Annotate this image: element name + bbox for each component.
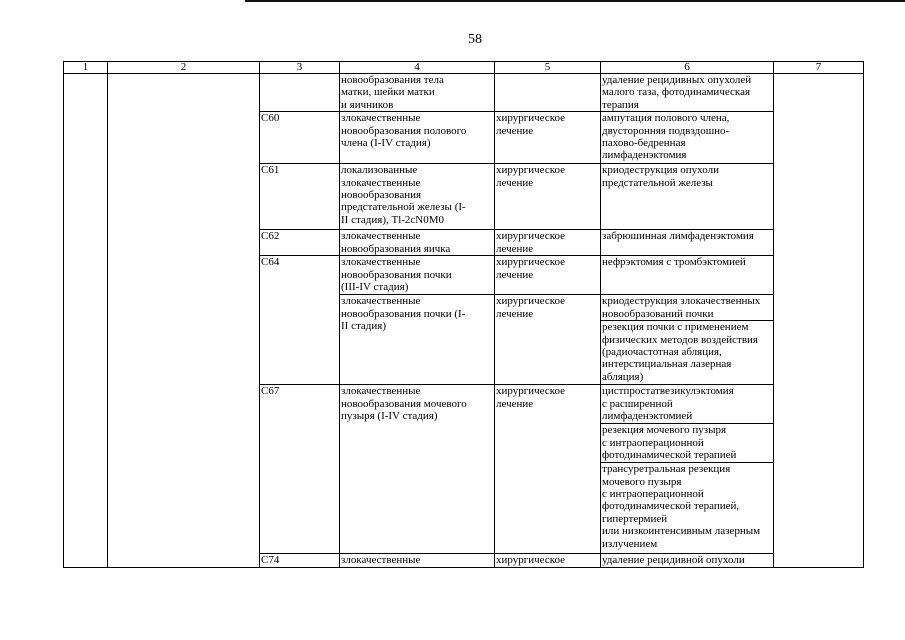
diagnosis-text: злокачественные новообразования полового члена (I-IV стадия): [341, 112, 467, 150]
method-text: удаление рецидивных опухолей малого таза, фотодинамическая терапия: [602, 74, 752, 111]
method-cell: [601, 164, 774, 230]
method-text: удаление рецидивной опухоли: [602, 554, 745, 567]
code-cell: C74: [260, 554, 340, 567]
method-cell: [601, 295, 774, 321]
code-cell: C64: [260, 256, 340, 385]
treatment-text: хирургическое: [496, 554, 566, 567]
col1-cell: [64, 74, 108, 568]
diagnosis-cell: [340, 256, 495, 295]
diagnosis-text: злокачественные: [341, 554, 421, 567]
treatment-text: хирургическое лечение: [496, 256, 566, 281]
method-text: резекция почки с применением физических методов воздействия (радиочастотная абляция, интерстициальная лазерная абляция): [602, 321, 758, 383]
header-cell-3: 3: [260, 62, 340, 74]
diagnosis-cell: [340, 164, 495, 230]
diagnosis-text: злокачественные новообразования почки (III-IV стадия): [341, 256, 452, 294]
diagnosis-cell: [340, 74, 495, 112]
diagnosis-text: злокачественные новообразования мочевого пузыря (I-IV стадия): [341, 385, 467, 423]
method-cell: [601, 424, 774, 463]
treatment-cell: [495, 164, 601, 230]
method-cell: [601, 112, 774, 164]
header-cell-1: 1: [64, 62, 108, 74]
method-cell: [601, 463, 774, 554]
treatment-text: хирургическое лечение: [496, 230, 566, 255]
diagnosis-cell: [340, 554, 495, 567]
diagnosis-text: новообразования тела матки, шейки матки и яичников: [341, 74, 444, 111]
method-text: трансуретральная резекция мочевого пузыря с интраоперационной фотодинамической терапией, гипертермией или низкоинтенсивным лазерным излучением: [602, 463, 761, 550]
treatment-cell: [495, 385, 601, 554]
treatment-text: хирургическое лечение: [496, 112, 566, 137]
method-text: резекция мочевого пузыря с интраоперационной фотодинамической терапией: [602, 424, 737, 462]
treatment-text: хирургическое лечение: [496, 295, 566, 320]
method-cell: [601, 230, 774, 256]
header-cell-4: 4: [340, 62, 495, 74]
diagnosis-cell: [340, 230, 495, 256]
code-cell: C60: [260, 112, 340, 164]
diagnosis-text: злокачественные новообразования яичка: [341, 230, 451, 255]
method-text: нефрэктомия с тромбэктомией: [602, 256, 746, 269]
code-cell: C61: [260, 164, 340, 230]
treatment-text: хирургическое лечение: [496, 164, 566, 189]
treatment-cell: [495, 74, 601, 112]
method-cell: [601, 385, 774, 424]
method-cell: [601, 74, 774, 112]
treatment-text: хирургическое лечение: [496, 385, 566, 410]
table-row: [64, 74, 864, 112]
col7-cell: [774, 74, 864, 568]
method-cell: [601, 256, 774, 295]
code-cell: C62: [260, 230, 340, 256]
diagnosis-text: злокачественные новообразования почки (I- II стадия): [341, 295, 466, 333]
method-cell: [601, 321, 774, 385]
diagnosis-cell: [340, 112, 495, 164]
header-row: [64, 62, 864, 74]
treatment-cell: [495, 112, 601, 164]
page-number: 58: [468, 32, 482, 47]
treatment-cell: [495, 554, 601, 567]
method-cell: [601, 554, 774, 567]
header-cell-6: 6: [601, 62, 774, 74]
method-text: криодеструкция опухоли предстательной железы: [602, 164, 719, 189]
top-border-line: [245, 0, 905, 2]
method-text: криодеструкция злокачественных новообразований почки: [602, 295, 761, 320]
diagnosis-text: локализованные злокачественные новообразования предстательной железы (I- II стадия), Tl-2cN0M0: [341, 164, 466, 226]
method-text: ампутация полового члена, двусторонняя подвздошно- пахово-бедренная лимфаденэктомия: [602, 112, 730, 162]
medical-care-table: [63, 61, 864, 568]
header-cell-7: 7: [774, 62, 864, 74]
treatment-cell: [495, 256, 601, 295]
treatment-cell: [495, 295, 601, 385]
method-text: цистпростатвезикулэктомия с расширенной лимфаденэктомией: [602, 385, 734, 423]
header-cell-2: 2: [108, 62, 260, 74]
method-text: забрюшинная лимфаденэктомия: [602, 230, 754, 243]
header-cell-5: 5: [495, 62, 601, 74]
diagnosis-cell: [340, 385, 495, 554]
col2-cell: [108, 74, 260, 568]
code-cell: C67: [260, 385, 340, 554]
treatment-cell: [495, 230, 601, 256]
diagnosis-cell: [340, 295, 495, 385]
code-cell: [260, 74, 340, 112]
